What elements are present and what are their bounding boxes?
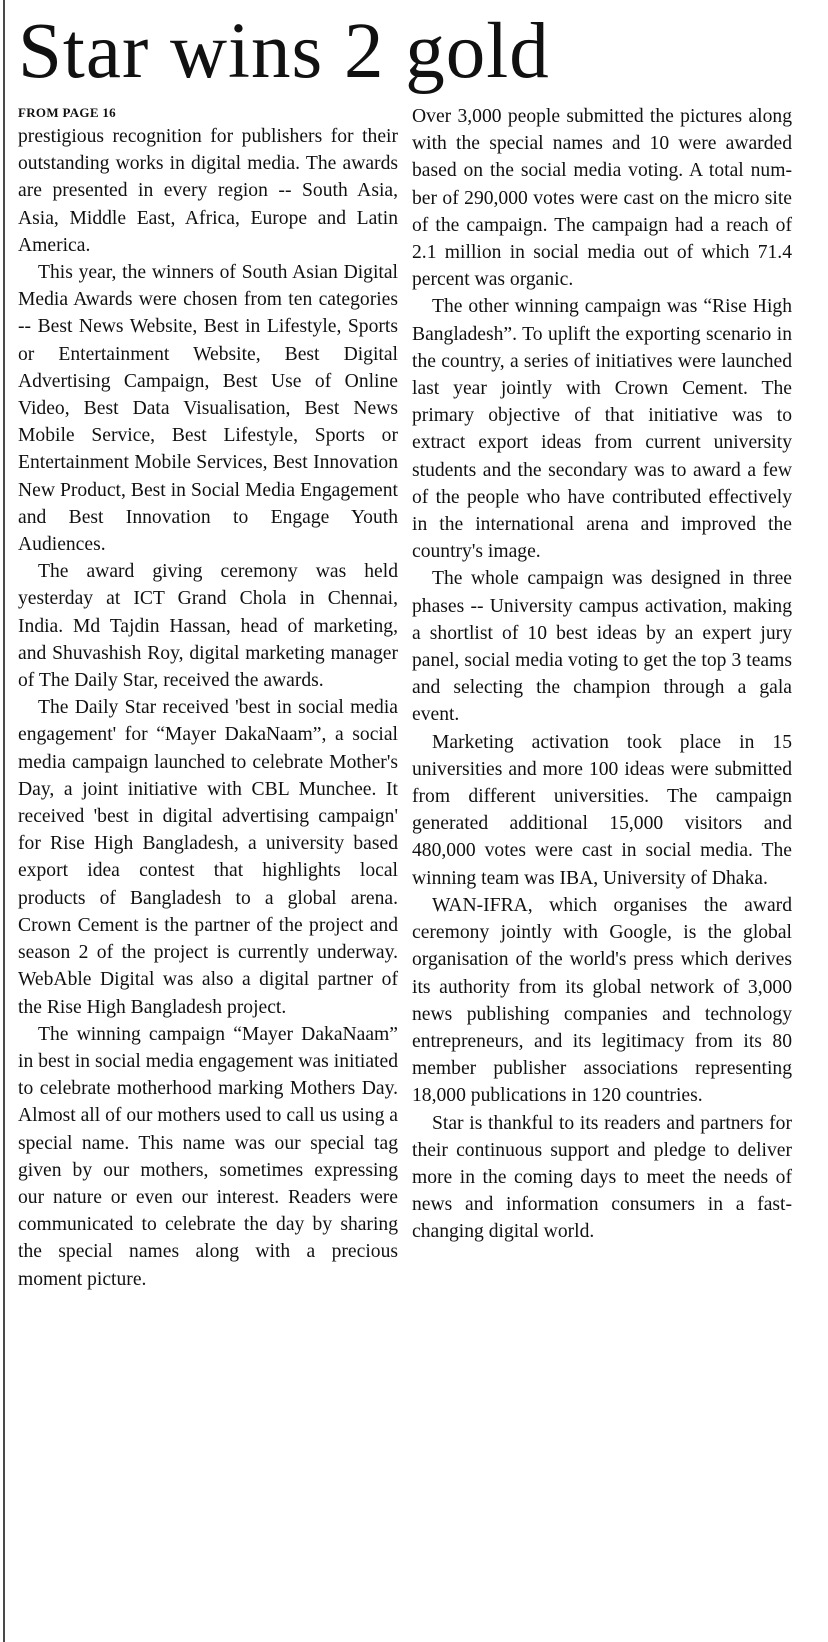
article-paragraph: prestigious recognition for publishers for their outstanding works in digital media. The awards are presented in every region -- South Asia, Asia, Middle East, Africa, Europe and Latin America. <box>18 126 398 256</box>
article-paragraph: Star is thankful to its readers and partners for their continuous support and pledge to deliver more in the coming days to meet the needs of news and information consumers in a fast-changing digital world. <box>412 1112 792 1243</box>
article-paragraph: The whole campaign was designed in three phases -- University campus activation, making a shortlist of 10 best ideas by an expert jury panel, social media voting to get the top 3 teams and selecting the champion through a gala event. <box>412 568 792 726</box>
article-column-right <box>412 103 792 1246</box>
article-paragraph: Marketing activation took place in 15 universities and more 100 ideas were submitted from different universities. The campaign generated additional 15,000 visitors and 480,000 votes were cast in social media. The winning team was IBA, University of Dhaka. <box>412 731 792 889</box>
article-paragraph: This year, the winners of South Asian Digital Media Awards were chosen from ten categories -- Best News Website, Best in Lifestyle, Sports or Entertainment Website, Best Digital Advertising Campaign, Best Use of Online Video, Best Data Visualisation, Best News Mobile Service, Best Lifestyle, Sports or Entertainment Mobile Services, Best Innovation New Product, Best in Social Media Engagement and Best Innovation to Engage Youth Audiences. <box>18 262 398 556</box>
article-headline: Star wins 2 gold <box>18 8 550 95</box>
continuation-kicker: FROM PAGE 16 <box>18 105 116 120</box>
article-paragraph: WAN-IFRA, which organises the award ceremony jointly with Google, is the global organisation of the world's press which derives its authority from its global network of 3,000 news publishing companies and technology entrepreneurs, and its legitimacy from its 80 member publisher associations representing 18,000 publications in 120 countries. <box>412 894 792 1107</box>
article-paragraph: The award giving ceremony was held yesterday at ICT Grand Chola in Chennai, India. Md Tajdin Hassan, head of marketing, and Shuvashish Roy, digital marketing manager of The Daily Star, received the awards. <box>18 561 398 692</box>
article-paragraph: The Daily Star received 'best in social media engagement' for “Mayer DakaNaam”, a social media campaign launched to celebrate Mother's Day, a joint initiative with CBL Munchee. It received 'best in digital advertising campaign' for Rise High Bangladesh, a university based export idea contest that highlights local products of Bangladesh to a global arena. Crown Cement is the partner of the project and season 2 of the project is currently underway. WebAble Digital was also a digital partner of the Rise High Bangladesh project. <box>18 697 398 1018</box>
article-paragraph: The other winning campaign was “Rise High Bangladesh”. To uplift the exporting scenario in the country, a series of initiatives were launched last year jointly with Crown Cement. The primary objective of that initiative was to extract export ideas from current university students and the secondary was to award a few of the people who have contributed effectively in the international arena and improved the country's image. <box>412 296 792 563</box>
page-edge-divider <box>3 0 5 1642</box>
article-column-left <box>18 104 398 1293</box>
article-paragraph: Over 3,000 people submitted the pictures along with the special names and 10 were awarded based on the social media voting. A total number of 290,000 votes were cast on the micro site of the campaign. The campaign had a reach of 2.1 million in social media out of which 71.4 percent was organic. <box>412 106 792 291</box>
article-paragraph: The winning campaign “Mayer DakaNaam” in best in social media engagement was initiated to celebrate motherhood marking Mothers Day. Almost all of our mothers used to call us using a special name. This name was our special tag given by our mothers, sometimes expressing our nature or even our interest. Readers were communicated to celebrate the day by sharing the special names along with a precious moment picture. <box>18 1023 398 1290</box>
